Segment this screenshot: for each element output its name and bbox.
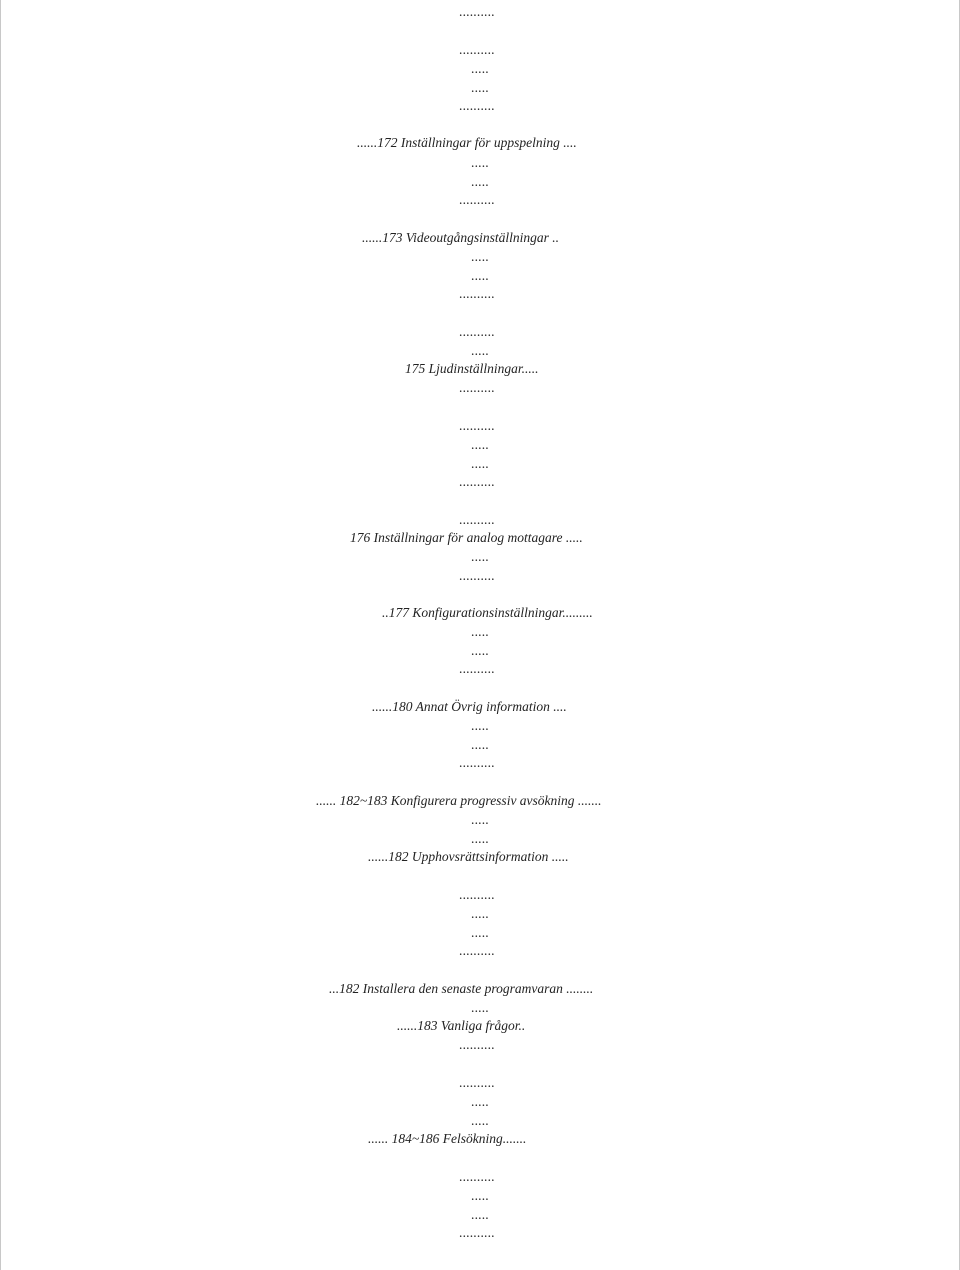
toc-entry[interactable]: 176 Inställningar för analog mottagare ..... — [350, 530, 583, 545]
toc-leader-dots: .......... — [459, 887, 495, 902]
toc-leader-dots: .......... — [459, 98, 495, 113]
toc-leader-dots: ..... — [471, 249, 489, 264]
toc-leader-dots: .......... — [459, 943, 495, 958]
toc-leader-dots: ..... — [471, 61, 489, 76]
toc-leader-dots: ..... — [471, 812, 489, 827]
toc-leader-dots: .......... — [459, 380, 495, 395]
toc-leader-dots: ..... — [471, 174, 489, 189]
toc-leader-dots: .......... — [459, 1225, 495, 1240]
toc-leader-dots: .......... — [459, 4, 495, 19]
toc-leader-dots: .......... — [459, 661, 495, 676]
toc-leader-dots: ..... — [471, 718, 489, 733]
toc-leader-dots: ..... — [471, 1094, 489, 1109]
toc-leader-dots: .......... — [459, 1169, 495, 1184]
toc-leader-dots: .......... — [459, 192, 495, 207]
toc-entry[interactable]: ......180 Annat Övrig information .... — [372, 699, 567, 714]
toc-leader-dots: ..... — [471, 906, 489, 921]
toc-leader-dots: ..... — [471, 1113, 489, 1128]
toc-leader-dots: ..... — [471, 268, 489, 283]
toc-entry[interactable]: ...... 182~183 Konfigurera progressiv avsökning ....... — [316, 793, 602, 808]
toc-leader-dots: ..... — [471, 80, 489, 95]
toc-entry[interactable]: ...182 Installera den senaste programvaran ........ — [329, 981, 594, 996]
toc-leader-dots: .......... — [459, 324, 495, 339]
toc-leader-dots: .......... — [459, 1075, 495, 1090]
toc-leader-dots: ..... — [471, 549, 489, 564]
toc-leader-dots: .......... — [459, 42, 495, 57]
toc-leader-dots: .......... — [459, 474, 495, 489]
toc-entry[interactable]: ......183 Vanliga frågor.. — [397, 1018, 526, 1033]
toc-leader-dots: .......... — [459, 755, 495, 770]
toc-entry[interactable]: 175 Ljudinställningar..... — [405, 361, 539, 376]
toc-leader-dots: ..... — [471, 437, 489, 452]
toc-entry[interactable]: ......182 Upphovsrättsinformation ..... — [368, 849, 569, 864]
toc-leader-dots: ..... — [471, 343, 489, 358]
toc-leader-dots: .......... — [459, 286, 495, 301]
toc-leader-dots: .......... — [459, 512, 495, 527]
toc-leader-dots: .......... — [459, 1037, 495, 1052]
toc-leader-dots: ..... — [471, 1000, 489, 1015]
toc-leader-dots: ..... — [471, 925, 489, 940]
toc-leader-dots: ..... — [471, 624, 489, 639]
toc-entry[interactable]: ..177 Konfigurationsinställningar......... — [382, 605, 593, 620]
toc-leader-dots: .......... — [459, 568, 495, 583]
toc-leader-dots: ..... — [471, 831, 489, 846]
toc-leader-dots: ..... — [471, 456, 489, 471]
toc-leader-dots: ..... — [471, 643, 489, 658]
toc-entry[interactable]: ......172 Inställningar för uppspelning .... — [357, 135, 577, 150]
toc-leader-dots: ..... — [471, 1207, 489, 1222]
toc-entry[interactable]: ......173 Videoutgångsinställningar .. — [362, 230, 560, 245]
toc-leader-dots: .......... — [459, 418, 495, 433]
toc-entry[interactable]: ...... 184~186 Felsökning....... — [368, 1131, 527, 1146]
toc-leader-dots: ..... — [471, 737, 489, 752]
toc-leader-dots: ..... — [471, 1188, 489, 1203]
toc-leader-dots: ..... — [471, 155, 489, 170]
